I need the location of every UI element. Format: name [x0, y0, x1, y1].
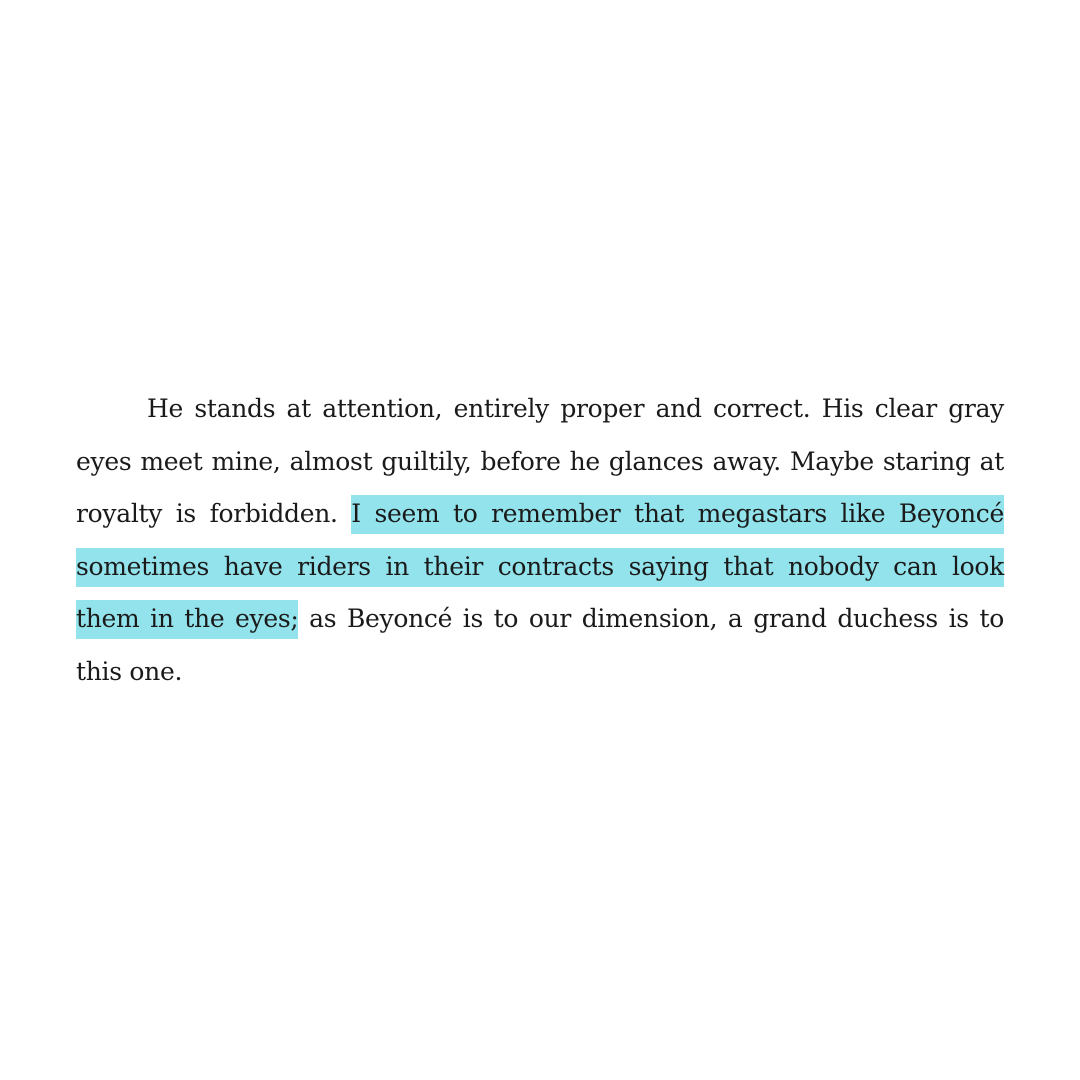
paragraph-text-after-highlight: as Beyoncé is to our dimension, a grand duchess is to this one.	[76, 604, 1004, 686]
book-paragraph	[76, 383, 1004, 698]
paragraph-text-before-highlight: He stands at attention, entirely proper and correct. His clear gray eyes meet mine, almost guiltily, before he glances away. Maybe staring at royalty is forbidden.	[76, 394, 1004, 528]
highlighted-passage[interactable]: I seem to remember that megastars like Beyoncé sometimes have riders in their contracts saying that nobody can look them in the eyes;	[76, 495, 1004, 639]
